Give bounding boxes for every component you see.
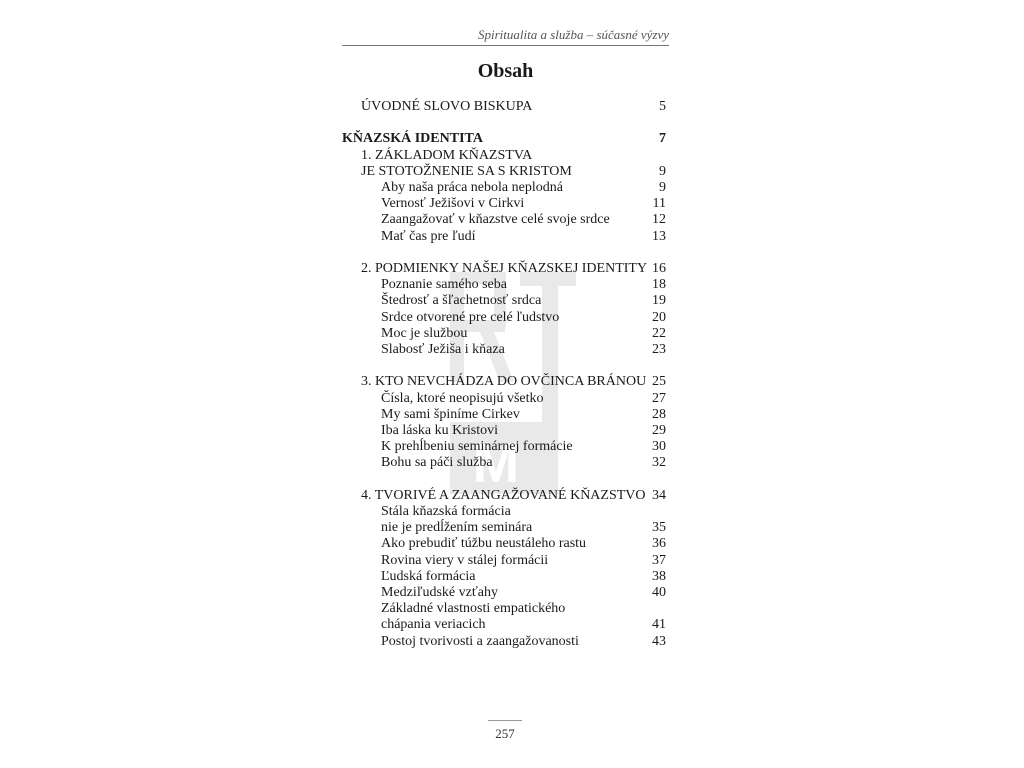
- toc-entry: [381, 601, 666, 617]
- toc-entry: [361, 261, 666, 277]
- toc-entry-title: Iba láska ku Kristovi: [381, 423, 499, 438]
- toc-entry: [381, 277, 666, 293]
- toc-entry: [381, 310, 666, 326]
- toc-entry-title: Srdce otvorené pre celé ľudstvo: [381, 309, 560, 325]
- toc-entry: [381, 196, 666, 212]
- toc-entry: [381, 293, 666, 309]
- toc-entry: [381, 634, 666, 650]
- toc-entry-page: 27: [652, 390, 666, 406]
- toc-entry-title: Slabosť Ježiša i kňaza: [381, 342, 505, 357]
- toc-entry-title: Bohu sa páči služba: [381, 455, 493, 471]
- toc-entry: [381, 455, 666, 471]
- toc-entry-page: 38: [652, 568, 666, 584]
- toc-entry-title: Poznanie samého seba: [381, 277, 507, 293]
- watermark-m-letter: M: [472, 431, 520, 494]
- toc-entry: [381, 342, 666, 358]
- toc-entry-page: 19: [652, 293, 666, 309]
- toc-entry: [381, 391, 666, 407]
- toc-entry-title: Základné vlastnosti empatického: [381, 601, 566, 617]
- toc-entry-title: Ako prebudiť túžbu neustáleho rastu: [381, 536, 587, 552]
- page-number: 257: [495, 726, 515, 741]
- toc-entry-page: 29: [652, 423, 666, 438]
- toc-entry-title: Stála kňazská formácia: [381, 504, 511, 519]
- toc-entry-title: 4. TVORIVÉ A ZAANGAŽOVANÉ KŇAZSTVO: [361, 487, 646, 503]
- toc-entry: [381, 439, 666, 455]
- toc-entry-page: 5: [659, 99, 666, 114]
- toc-entry-title: Čísla, ktoré neopisujú všetko: [381, 390, 544, 406]
- toc-entry-page: 37: [652, 552, 666, 568]
- toc-entry-title: Štedrosť a šľachetnosť srdca: [381, 293, 542, 309]
- toc-entry-title: Postoj tvorivosti a zaangažovanosti: [381, 633, 579, 649]
- toc-entry-title: nie je predĺžením seminára: [381, 520, 533, 536]
- toc-entry-page: 30: [652, 439, 666, 455]
- toc-entry-title: Zaangažovať v kňazstve celé svoje srdce: [381, 212, 610, 228]
- toc-entry-title: Rovina viery v stálej formácii: [381, 552, 549, 568]
- toc-entry: [381, 423, 666, 439]
- toc-entry-title: Medziľudské vzťahy: [381, 585, 499, 600]
- toc-entry: [361, 148, 666, 164]
- toc-entry: [381, 229, 666, 245]
- toc-entry-title: Aby naša práca nebola neplodná: [381, 180, 563, 195]
- toc-entry: [381, 585, 666, 601]
- toc-entry-page: 16: [652, 261, 666, 276]
- toc-entry-title: chápania veriacich: [381, 617, 486, 633]
- toc-entry: [381, 553, 666, 569]
- toc-entry-title: Vernosť Ježišovi v Cirkvi: [381, 196, 525, 212]
- toc-entry-page: 11: [652, 196, 666, 212]
- toc-entry-title: My sami špiníme Cirkev: [381, 406, 520, 422]
- toc-entry: [381, 520, 666, 536]
- toc-entry: [342, 131, 666, 147]
- toc-entry-page: 13: [652, 228, 666, 244]
- toc-entry-title: 3. KTO NEVCHÁDZA DO OVČINCA BRÁNOU: [361, 374, 647, 390]
- toc-entry: [381, 212, 666, 228]
- toc-entry-title: 1. ZÁKLADOM KŇAZSTVA: [361, 147, 533, 163]
- toc-entry-page: 18: [652, 277, 666, 293]
- toc-entry-page: 9: [659, 163, 666, 179]
- toc-entry: [381, 617, 666, 633]
- toc-entry-page: 43: [652, 633, 666, 649]
- toc-entry-page: 9: [659, 180, 666, 195]
- toc-entry-page: 32: [652, 455, 666, 471]
- toc-entry-page: 7: [659, 131, 666, 147]
- toc-entry-title: KŇAZSKÁ IDENTITA: [342, 131, 483, 147]
- toc-entry-title: K prehĺbeniu seminárnej formácie: [381, 439, 573, 455]
- toc-entry: [361, 164, 666, 180]
- toc-entry: [381, 569, 666, 585]
- toc-entry: [381, 536, 666, 552]
- toc-entry: [381, 407, 666, 423]
- toc-entry-title: JE STOTOŽNENIE SA S KRISTOM: [361, 163, 572, 179]
- toc-entry-page: 23: [652, 342, 666, 357]
- toc-entry-title: Moc je službou: [381, 325, 468, 341]
- toc-entry-page: 35: [652, 520, 666, 536]
- toc-entry: [361, 488, 666, 504]
- toc-entry-page: 20: [652, 309, 666, 325]
- toc-entry: [361, 99, 666, 115]
- toc-entry: [381, 180, 666, 196]
- toc-title: Obsah: [477, 60, 534, 82]
- toc-entry-title: ÚVODNÉ SLOVO BISKUPA: [361, 99, 533, 114]
- toc-entry-page: 34: [652, 487, 666, 503]
- toc-entry-title: Ľudská formácia: [381, 568, 476, 584]
- toc-entry-title: 2. PODMIENKY NAŠEJ KŇAZSKEJ IDENTITY: [361, 261, 648, 276]
- toc-entry-page: 36: [652, 536, 666, 552]
- toc-entry-page: 28: [652, 406, 666, 422]
- toc-entry: [361, 374, 666, 390]
- footer-rule: [488, 720, 522, 721]
- toc-entry: [381, 326, 666, 342]
- toc-entry: [381, 504, 666, 520]
- toc-entry-page: 25: [652, 374, 666, 390]
- toc-entry-page: 22: [652, 325, 666, 341]
- toc-entry-page: 40: [652, 585, 666, 600]
- running-header: Spiritualita a služba – súčasné výzvy: [477, 27, 669, 42]
- toc-entry-title: Mať čas pre ľudí: [381, 228, 476, 244]
- toc-entry-page: 41: [652, 617, 666, 633]
- toc-entry-page: 12: [652, 212, 666, 228]
